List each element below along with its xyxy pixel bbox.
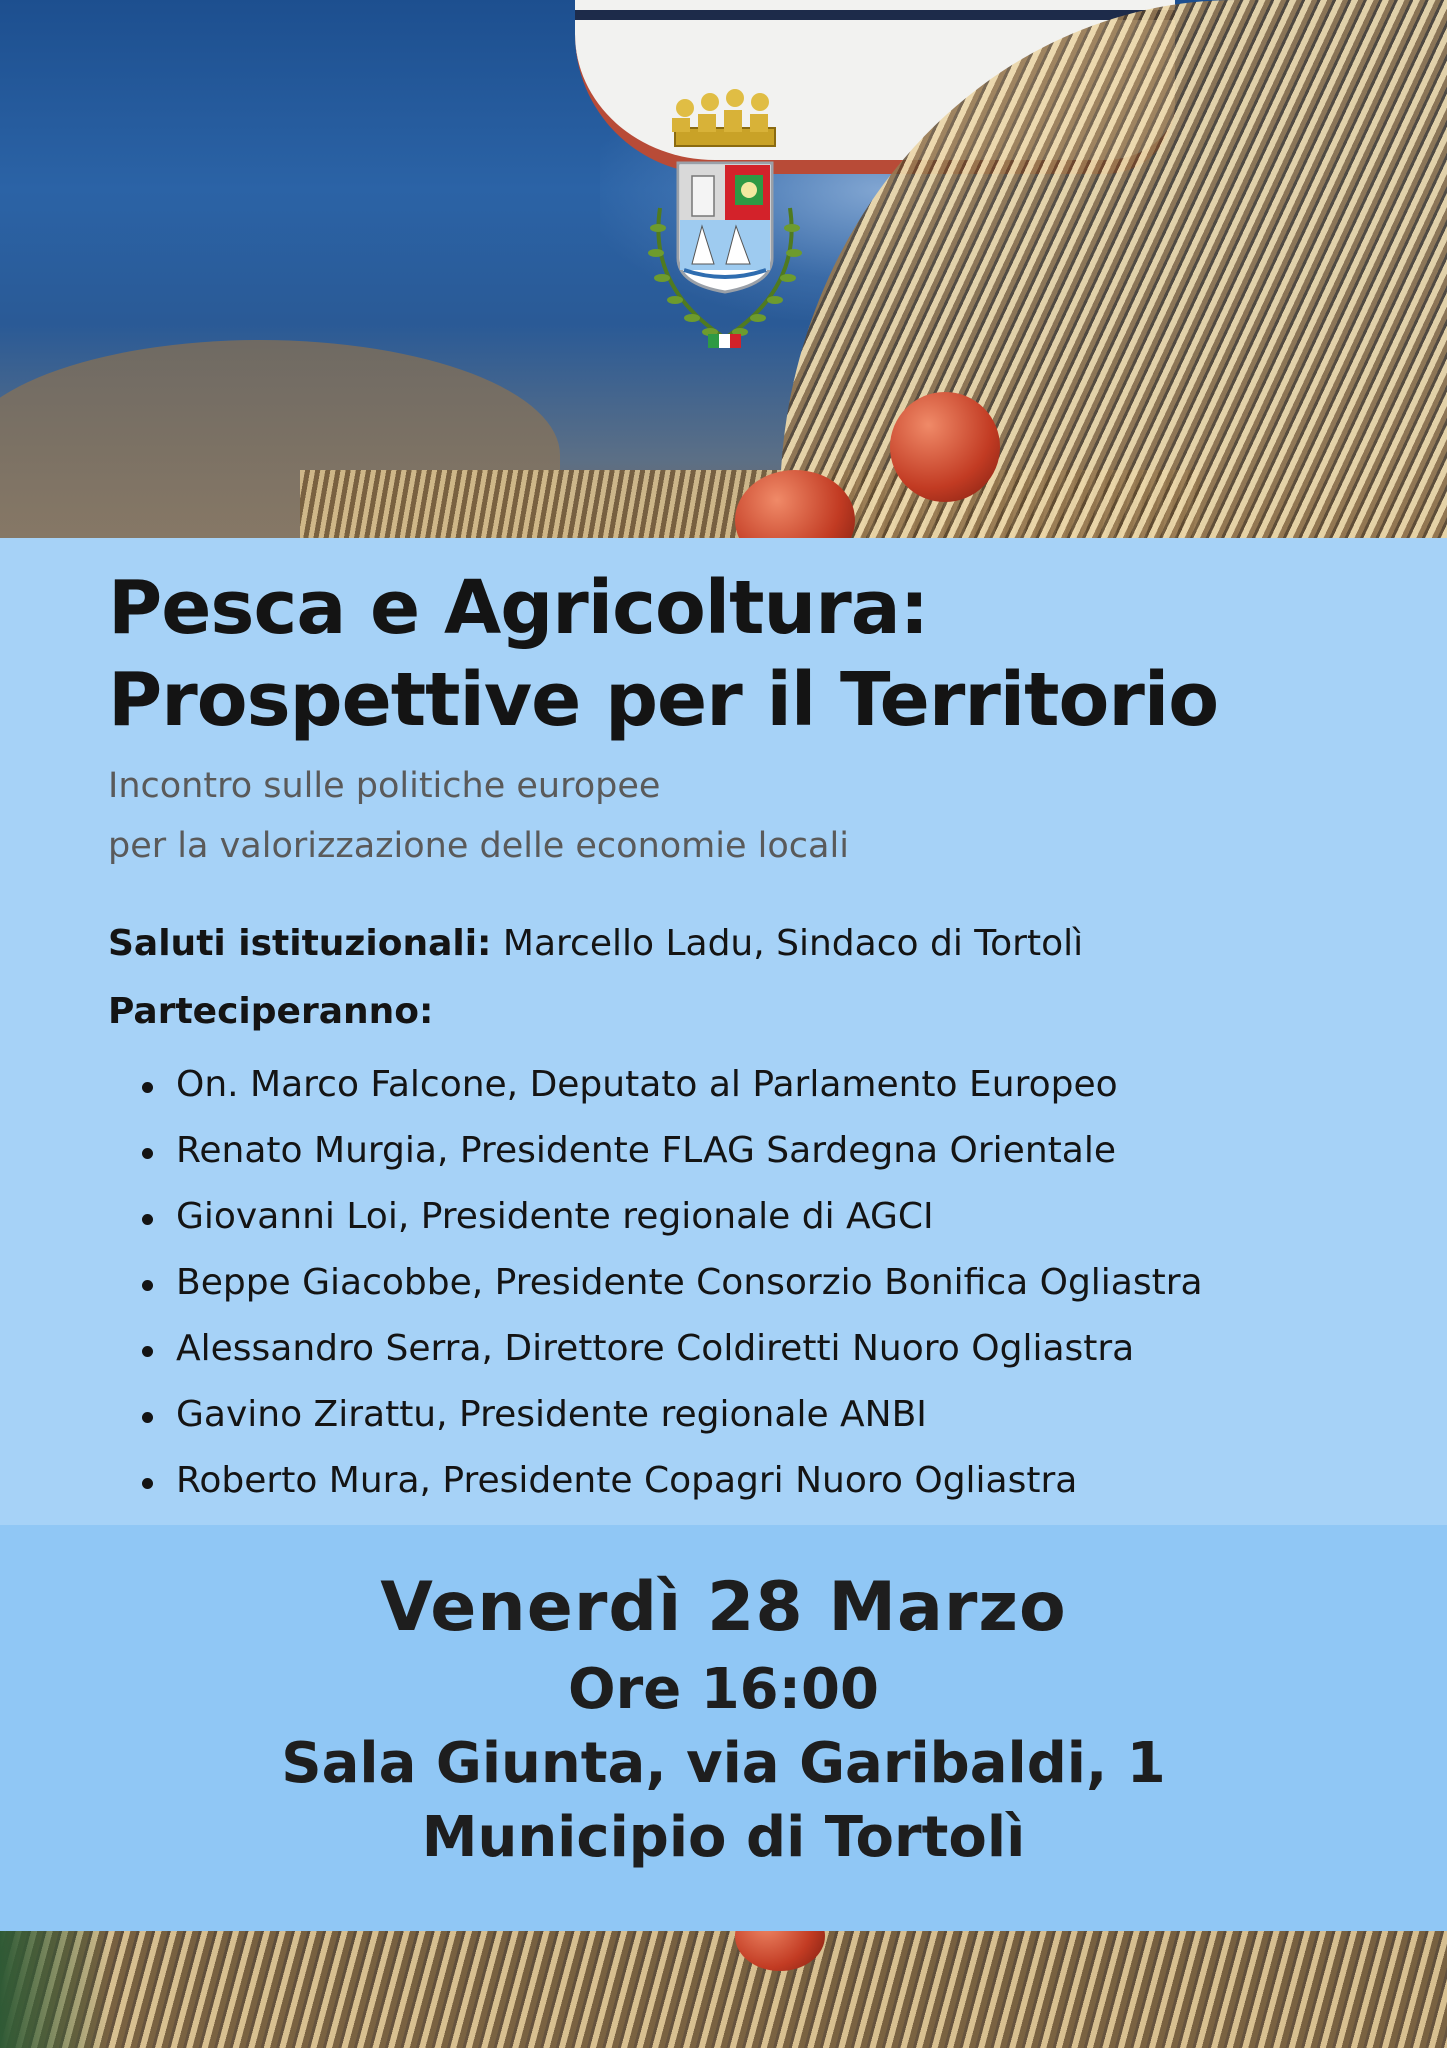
tricolor-ribbon-icon <box>708 334 741 348</box>
list-item: Alessandro Serra, Direttore Coldiretti Nuoro Ogliastra <box>142 1316 1447 1382</box>
list-item: On. Marco Falcone, Deputato al Parlamento Europeo <box>142 1052 1447 1118</box>
list-item: Roberto Mura, Presidente Copagri Nuoro Ogliastra <box>142 1448 1447 1514</box>
event-date: Venerdì 28 Marzo <box>380 1568 1067 1647</box>
event-time: Ore 16:00 <box>568 1657 879 1722</box>
list-item: Beppe Giacobbe, Presidente Consorzio Bonifica Ogliastra <box>142 1250 1447 1316</box>
fishing-net-bottom <box>0 1931 1447 2048</box>
greetings-label: Saluti istituzionali: <box>108 923 492 964</box>
net-float <box>890 392 1000 502</box>
crown-icon <box>672 89 775 146</box>
foliage <box>0 1931 110 2048</box>
subtitle-line-1: Incontro sulle politiche europee <box>108 766 661 806</box>
list-item: Renato Murgia, Presidente FLAG Sardegna Orientale <box>142 1118 1447 1184</box>
participants-label: Parteciperanno: <box>108 991 434 1032</box>
subtitle-line-2: per la valorizzazione delle economie locali <box>108 826 849 866</box>
shield-icon <box>678 163 772 292</box>
institutional-greetings <box>108 920 1447 968</box>
event-venue: Sala Giunta, via Garibaldi, 1 <box>281 1731 1166 1796</box>
coat-of-arms-icon <box>630 88 820 368</box>
participants-list <box>108 1052 1447 1514</box>
greetings-value: Marcello Ladu, Sindaco di Tortolì <box>502 923 1084 964</box>
event-place: Municipio di Tortolì <box>421 1805 1026 1870</box>
subtitle <box>108 756 1447 876</box>
page-title <box>108 562 1447 746</box>
event-details-band <box>0 1525 1447 1931</box>
hero-photo <box>0 0 1447 540</box>
content-panel <box>0 538 1447 1525</box>
title-line-2: Prospettive per il Territorio <box>108 657 1219 743</box>
list-item: Gavino Zirattu, Presidente regionale ANBI <box>142 1382 1447 1448</box>
bottom-photo-strip <box>0 1931 1447 2048</box>
list-item: Giovanni Loi, Presidente regionale di AGCI <box>142 1184 1447 1250</box>
title-line-1: Pesca e Agricoltura: <box>108 565 929 651</box>
